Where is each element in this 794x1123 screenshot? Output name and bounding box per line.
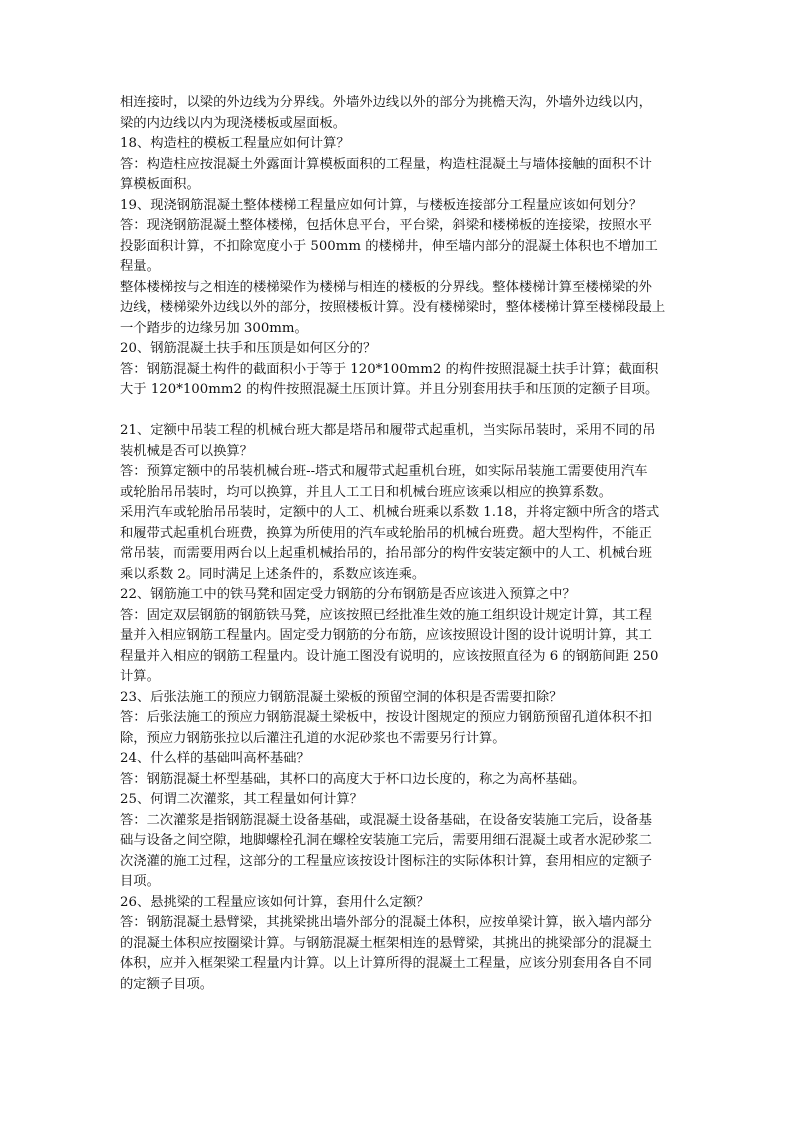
text-line: 24、什么样的基础叫高杯基础？ xyxy=(120,751,310,766)
text-line: 础与设备之间空隙，地脚螺栓孔洞在螺栓安装施工完后，需要用细石混凝土或者水泥砂浆二 xyxy=(120,833,652,848)
text-line: 答：钢筋混凝土构件的截面积小于等于 120*100mm2 的构件按照混凝土扶手计算；截面积 xyxy=(120,361,659,377)
text-line: 答：后张法施工的预应力钢筋混凝土梁板中，按设计图规定的预应力钢筋预留孔道体积不扣 xyxy=(120,710,652,725)
text-line: 程量并入相应的钢筋工程量内。设计施工图没有说明的，应该按照直径为 6 的钢筋间距 250 xyxy=(120,648,659,664)
text-line: 21、定额中吊装工程的机械台班大都是塔吊和履带式起重机，当实际吊装时，采用不同的吊 xyxy=(120,423,656,438)
document-body xyxy=(120,93,680,995)
text-line: 答：钢筋混凝土悬臂梁，其挑梁挑出墙外部分的混凝土体积，应按单梁计算，嵌入墙内部分 xyxy=(120,915,652,930)
text-line: 采用汽车或轮胎吊吊装时，定额中的人工、机械台班乘以系数 1.18，并将定额中所含的塔式 xyxy=(120,505,660,520)
text-line: 23、后张法施工的预应力钢筋混凝土梁板的预留空洞的体积是否需要扣除？ xyxy=(120,689,563,705)
text-line: 常吊装，而需要用两台以上起重机械抬吊的，抬吊部分的构件安装定额中的人工、机械台班 xyxy=(120,546,652,561)
text-line: 相连接时，以梁的外边线为分界线。外墙外边线以外的部分为挑檐天沟，外墙外边线以内， xyxy=(120,95,652,110)
text-line: 答：固定双层钢筋的钢筋铁马凳，应该按照已经批准生效的施工组织设计规定计算，其工程 xyxy=(120,607,652,623)
text-line: 的定额子目项。 xyxy=(120,976,214,992)
text-line: 答：现浇钢筋混凝土整体楼梯，包括休息平台，平台梁，斜梁和楼梯板的连接梁，按照水平 xyxy=(120,218,652,233)
text-line: 梁的内边线以内为现浇楼板或屋面板。 xyxy=(120,115,347,131)
text-line: 答：二次灌浆是指钢筋混凝土设备基础，或混凝土设备基础，在设备安装施工完后，设备基 xyxy=(120,812,652,828)
text-line: 计算。 xyxy=(120,669,160,684)
text-line: 18、构造柱的模板工程量应如何计算？ xyxy=(120,136,350,151)
text-line: 次浇灌的施工过程，这部分的工程量应该按设计图标注的实际体积计算，套用相应的定额子 xyxy=(120,853,652,869)
text-line: 除，预应力钢筋张拉以后灌注孔道的水泥砂浆也不需要另行计算。 xyxy=(120,730,506,746)
text-line: 大于 120*100mm2 的构件按照混凝土压顶计算。并且分别套用扶手和压顶的定额子目项。 xyxy=(120,382,659,397)
text-line: 答：钢筋混凝土杯型基础，其杯口的高度大于杯口边长度的，称之为高杯基础。 xyxy=(120,771,586,787)
text-line: 答：构造柱应按混凝土外露面计算模板面积的工程量，构造柱混凝土与墙体接触的面积不计 xyxy=(120,156,652,172)
text-line: 程量。 xyxy=(120,259,160,274)
paragraph-gap xyxy=(120,401,680,422)
text-line: 整体楼梯按与之相连的楼梯梁作为楼梯与相连的楼板的分界线。整体楼梯计算至楼梯梁的外 xyxy=(120,279,652,295)
text-line: 19、现浇钢筋混凝土整体楼梯工程量应如何计算，与楼板连接部分工程量应该如何划分？ xyxy=(120,197,643,213)
text-line: 装机械是否可以换算？ xyxy=(120,443,253,459)
text-line: 和履带式起重机台班费，换算为所使用的汽车或轮胎吊的机械台班费。超大型构件，不能正 xyxy=(120,525,652,541)
text-line: 目项。 xyxy=(120,874,160,889)
text-line: 25、何谓二次灌浆，其工程量如何计算？ xyxy=(120,792,363,807)
text-line: 投影面积计算，不扣除宽度小于 500mm 的楼梯井，伸至墙内部分的混凝土体积也不增加工 xyxy=(120,238,658,254)
text-line: 答：预算定额中的吊装机械台班--塔式和履带式起重机台班，如实际吊装施工需要使用汽车 xyxy=(120,464,648,479)
text-line: 乘以系数 2。同时满足上述条件的，系数应该连乘。 xyxy=(120,566,426,582)
text-line: 体积，应并入框架梁工程量内计算。以上计算所得的混凝土工程量，应该分别套用各自不同 xyxy=(120,956,652,971)
text-line: 22、钢筋施工中的铁马凳和固定受力钢筋的分布钢筋是否应该进入预算之中？ xyxy=(120,587,576,602)
text-line: 算模板面积。 xyxy=(120,177,200,192)
text-line: 的混凝土体积应按圈梁计算。与钢筋混凝土框架相连的悬臂梁，其挑出的挑梁部分的混凝土 xyxy=(120,935,652,951)
text-line: 一个踏步的边缘另加 300mm。 xyxy=(120,320,308,336)
text-line: 26、悬挑梁的工程量应该如何计算，套用什么定额？ xyxy=(120,894,430,910)
text-line: 边线，楼梯梁外边线以外的部分，按照楼板计算。没有楼梯梁时，整体楼梯计算至楼梯段最上 xyxy=(120,300,666,315)
text-line: 量并入相应钢筋工程量内。固定受力钢筋的分布筋，应该按照设计图的设计说明计算，其工 xyxy=(120,628,652,643)
text-line: 20、钢筋混凝土扶手和压顶是如何区分的？ xyxy=(120,341,377,356)
text-line: 或轮胎吊吊装时，均可以换算，并且人工工日和机械台班应该乘以相应的换算系数。 xyxy=(120,484,612,500)
